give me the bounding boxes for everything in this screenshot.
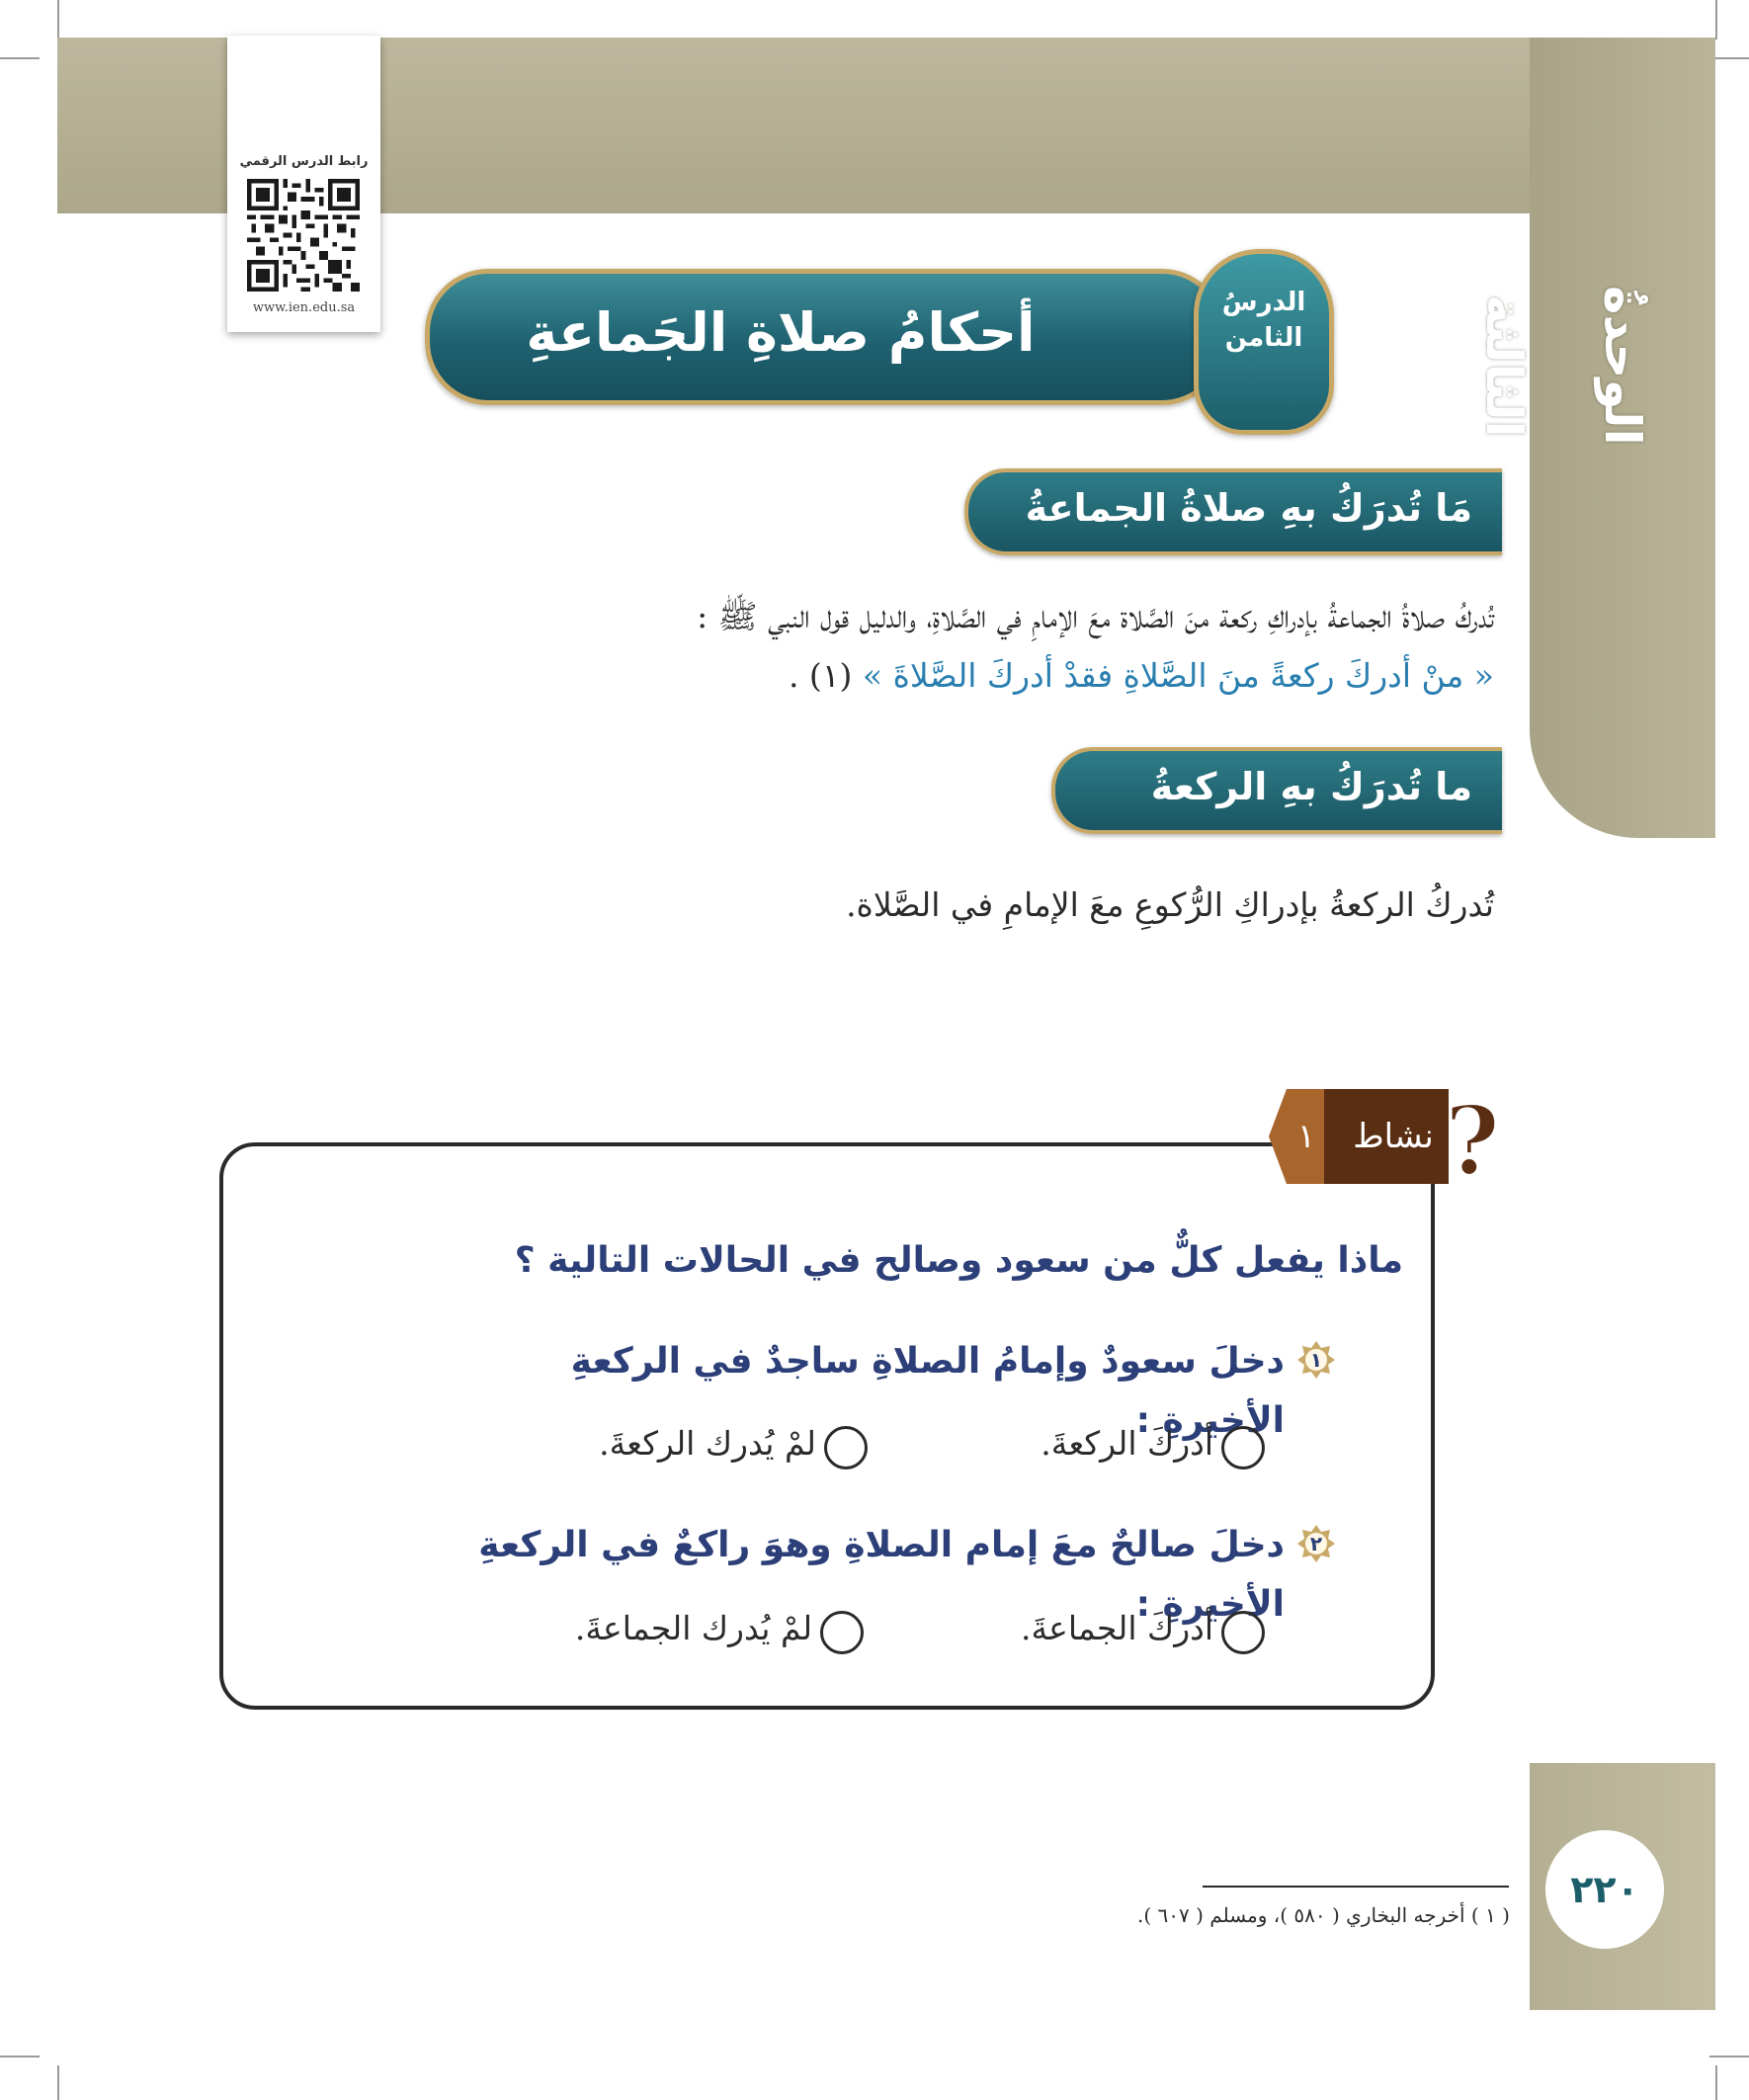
qr-url[interactable]: www.ien.edu.sa: [252, 300, 356, 315]
crop-mark: [0, 2056, 40, 2058]
footnote: ( ١ ) أخرجه البخاري ( ٥٨٠ )، ومسلم ( ٦٠٧ ).: [1137, 1903, 1510, 1927]
item1-option-a-radio[interactable]: [1221, 1426, 1265, 1470]
lesson-badge-line1: الدرسُ: [1221, 288, 1306, 317]
activity-label: نشاط: [1353, 1117, 1434, 1156]
section1-body-line1: تُدركُ صلاةُ الجماعةُ بإدراكِ ركعة منَ الصَّلاة معَ الإمامِ في الصَّلاةِ، والدليل قول النبي ﷺ :: [697, 597, 1494, 635]
page-number: ٢٢٠: [1570, 1868, 1639, 1911]
unit-title: الوحدةُ الثالثة: [1475, 286, 1651, 446]
item1-option-a-label: أدركَ الركعةَ.: [1041, 1424, 1213, 1463]
crop-mark: [57, 0, 59, 40]
item1-text: دخلَ سعودٌ وإمامُ الصلاةِ ساجدٌ في الركعةِ الأخيرةِ :: [570, 1341, 1285, 1441]
item2-number: ٢: [1309, 1532, 1323, 1555]
qr-label: رابط الدرس الرقمي: [239, 154, 369, 169]
crop-mark: [57, 2065, 59, 2100]
section1-body: [247, 587, 1494, 706]
question-mark-icon: ?: [1444, 1085, 1501, 1197]
item2-option-a-label: أدركَ الجماعةَ.: [1020, 1609, 1213, 1647]
crop-mark: [1715, 2065, 1717, 2100]
section1-hadith-line: [247, 646, 1494, 706]
lesson-badge-text: [1194, 285, 1334, 356]
band-corner: [1462, 213, 1530, 281]
qr-code-icon[interactable]: [247, 179, 360, 292]
item1-option-b-label: لمْ يُدرك الركعةَ.: [599, 1424, 816, 1463]
item2-option-b-label: لمْ يُدرك الجماعةَ.: [574, 1609, 812, 1647]
footnote-divider: [1203, 1886, 1509, 1888]
activity-question: ماذا يفعل كلٌّ من سعود وصالح في الحالات التالية ؟: [514, 1240, 1403, 1281]
hadith-quote: « منْ أدركَ ركعةً منَ الصَّلاةِ فقدْ أدركَ الصَّلاةَ »: [862, 656, 1494, 695]
section1-heading: مَا تُدرَكُ بهِ صلاةُ الجماعةُ: [1025, 486, 1472, 530]
item1-number: ١: [1309, 1348, 1323, 1372]
section2-body: تُدركُ الركعةُ بإدراكِ الرُّكوعِ معَ الإمامِ في الصَّلاة.: [846, 885, 1494, 924]
section2-heading: ما تُدرَكُ بهِ الركعةُ: [1150, 765, 1472, 808]
crop-mark: [1715, 0, 1717, 40]
item2-option-b-radio[interactable]: [820, 1611, 864, 1654]
item2-option-a-radio[interactable]: [1221, 1611, 1265, 1654]
hadith-reference: (١) .: [788, 656, 853, 695]
item2-text: دخلَ صالحٌ معَ إمام الصلاةِ وهوَ راكعٌ في الركعةِ الأخيرةِ :: [478, 1525, 1285, 1625]
lesson-title: أحكامُ صلاةِ الجَماعةِ: [526, 301, 1036, 364]
crop-mark: [1709, 57, 1749, 59]
item1-option-b-radio[interactable]: [824, 1426, 868, 1470]
crop-mark: [1709, 2056, 1749, 2058]
crop-mark: [0, 57, 40, 59]
activity-number: ١: [1296, 1117, 1316, 1156]
lesson-badge-line2: الثامن: [1224, 323, 1303, 353]
qr-card[interactable]: [227, 36, 380, 332]
